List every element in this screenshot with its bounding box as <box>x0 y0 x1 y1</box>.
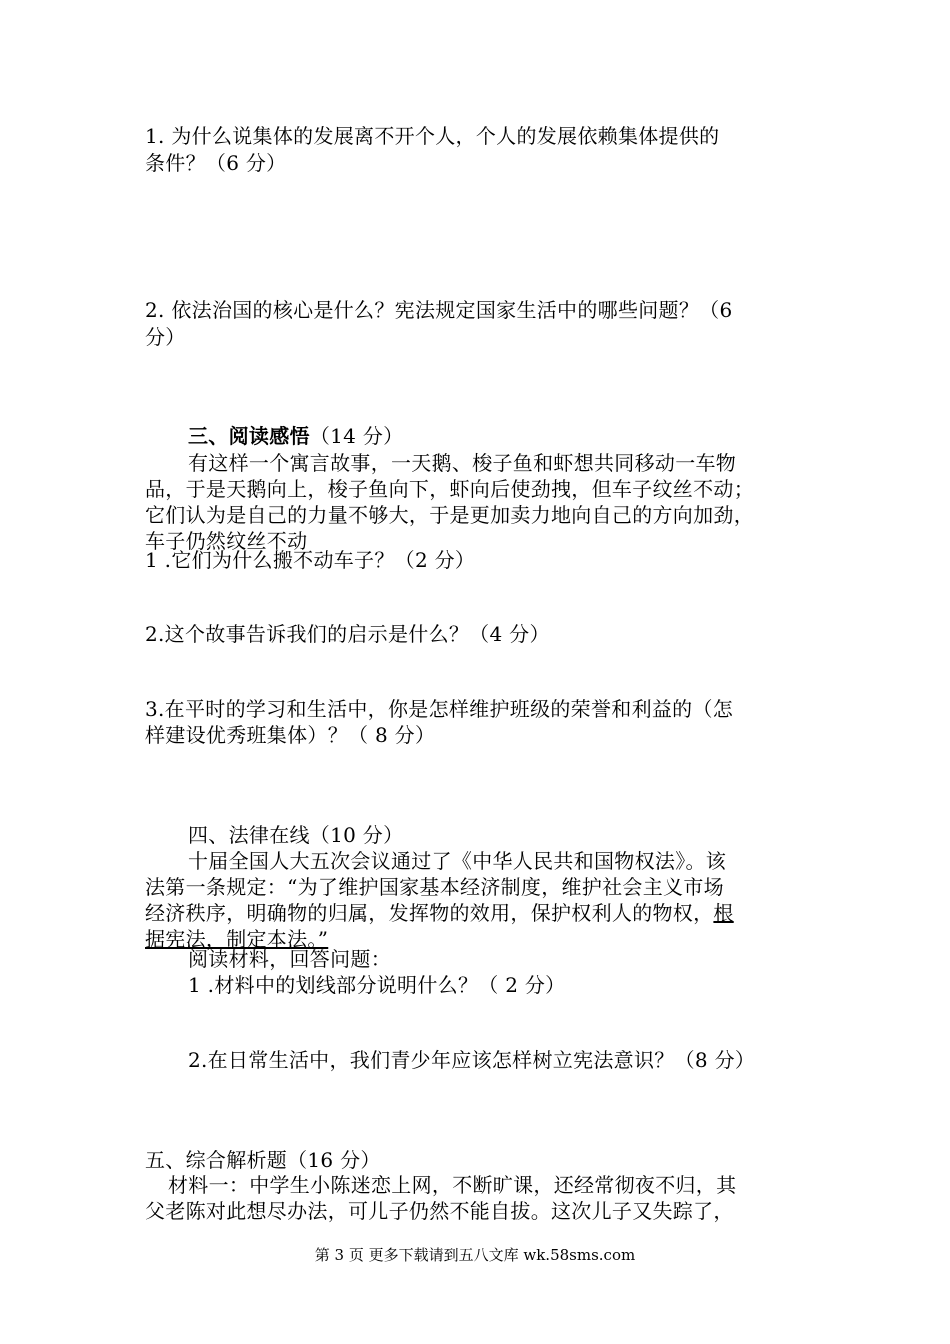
section-3-question-3-line-2: 样建设优秀班集体）？（ 8 分） <box>145 723 436 747</box>
section-3-paragraph-line-2: 品，于是天鹅向上，梭子鱼向下，虾向后使劲拽，但车子纹丝不动； <box>145 477 754 501</box>
section-3-paragraph-line-3: 它们认为是自己的力量不够大，于是更加卖力地向自己的方向加劲， <box>145 503 754 527</box>
section-3-question-1: 1 .它们为什么搬不动车子？（2 分） <box>145 548 476 572</box>
question-2-line-1: 2. 依法治国的核心是什么？宪法规定国家生活中的哪些问题？（6 <box>145 298 733 322</box>
section-3-heading <box>188 423 403 449</box>
section-4-plain-text: 经济秩序，明确物的归属，发挥物的效用，保护权利人的物权， <box>145 901 714 925</box>
section-3-question-3-line-1: 3.在平时的学习和生活中，你是怎样维护班级的荣誉和利益的（怎 <box>145 697 734 721</box>
section-4-instruction: 阅读材料，回答问题： <box>188 947 391 971</box>
section-4-paragraph-line-3 <box>145 900 734 926</box>
question-1-line-1: 1. 为什么说集体的发展离不开个人，个人的发展依赖集体提供的 <box>145 124 720 148</box>
section-3-title: 三、阅读感悟 <box>188 424 310 448</box>
question-2-line-2: 分） <box>145 325 186 349</box>
section-5-paragraph-line-2: 父老陈对此想尽办法，可儿子仍然不能自拔。这次儿子又失踪了， <box>145 1199 734 1223</box>
section-4-paragraph-line-2: 法第一条规定：“为了维护国家基本经济制度，维护社会主义市场 <box>145 875 724 899</box>
section-5-paragraph-line-1: 材料一：中学生小陈迷恋上网，不断旷课，还经常彻夜不归，其 <box>168 1173 737 1197</box>
section-4-question-2: 2.在日常生活中，我们青少年应该怎样树立宪法意识？（8 分） <box>188 1048 756 1072</box>
question-1-line-2: 条件？（6 分） <box>145 151 287 175</box>
section-5-heading: 五、综合解析题（16 分） <box>145 1148 381 1172</box>
underlined-text-end: 据宪法，制定本法。” <box>145 927 329 951</box>
section-3-paragraph-line-1: 有这样一个寓言故事，一天鹅、梭子鱼和虾想共同移动一车物 <box>188 451 737 475</box>
page-footer: 第 3 页 更多下载请到五八文库 wk.58sms.com <box>314 1246 636 1264</box>
section-4-question-1: 1 .材料中的划线部分说明什么？（ 2 分） <box>188 973 566 997</box>
section-3-question-2: 2.这个故事告诉我们的启示是什么？（4 分） <box>145 622 550 646</box>
section-4-paragraph-line-1: 十届全国人大五次会议通过了《中华人民共和国物权法》。该 <box>188 849 727 873</box>
section-3-score: （14 分） <box>309 424 404 448</box>
section-3-paragraph-line-4: 车子仍然纹丝不动 <box>145 529 308 553</box>
underlined-text-start: 根 <box>713 901 734 925</box>
section-4-heading: 四、法律在线（10 分） <box>188 823 404 847</box>
